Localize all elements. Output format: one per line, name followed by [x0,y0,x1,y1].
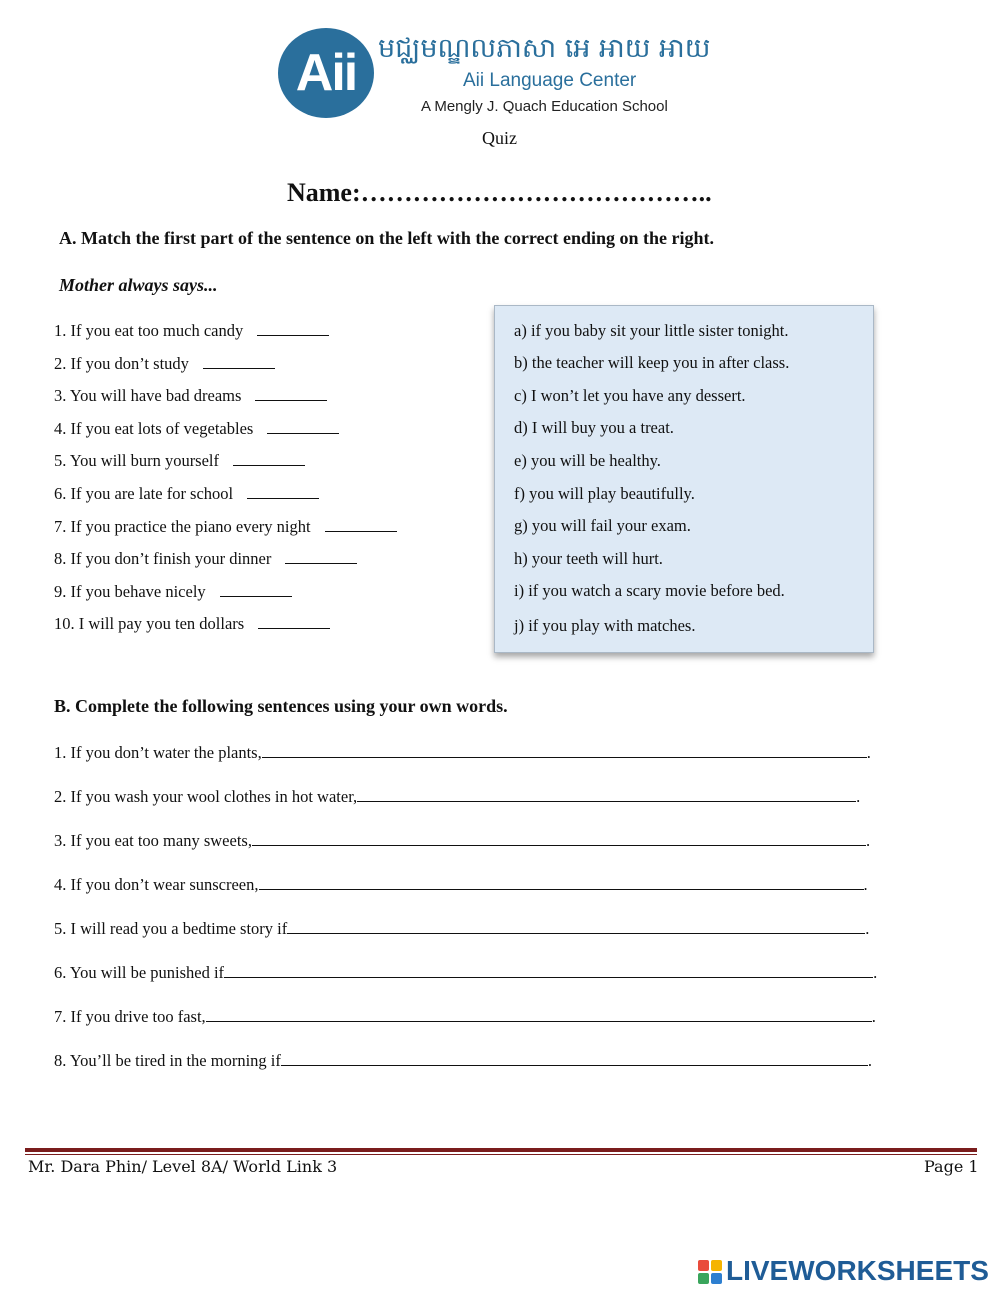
ending-item: h) your teeth will hurt. [514,549,663,568]
completion-item-text: 7. If you drive too fast, [54,1007,206,1026]
completion-item [54,875,868,895]
answer-blank[interactable] [255,386,327,401]
match-item-text: 1. If you eat too much candy [54,321,244,340]
quiz-label: Quiz [482,128,517,148]
end-period: . [865,919,870,938]
match-item-text: 3. You will have bad dreams [54,386,242,405]
ending-item: i) if you watch a scary movie before bed. [514,581,785,600]
completion-blank[interactable] [206,1007,872,1022]
ending-item: g) you will fail your exam. [514,516,691,535]
page-number: Page 1 [924,1157,979,1176]
completion-blank[interactable] [224,963,873,978]
match-item [54,386,327,406]
footer-rule [25,1148,977,1152]
completion-blank[interactable] [357,787,856,802]
match-item-text: 10. I will pay you ten dollars [54,614,245,633]
completion-item-text: 5. I will read you a bedtime story if [54,919,288,938]
match-item [54,484,319,504]
completion-item-text: 1. If you don’t water the plants, [54,743,262,762]
end-period: . [873,963,878,982]
answer-blank[interactable] [233,451,305,466]
completion-item-text: 2. If you wash your wool clothes in hot water, [54,787,358,806]
match-item-text: 8. If you don’t finish your dinner [54,549,272,568]
answer-blank[interactable] [285,549,357,564]
completion-item [54,1051,872,1071]
match-item-text: 6. If you are late for school [54,484,234,503]
ending-item: c) I won’t let you have any dessert. [514,386,746,405]
match-item [54,614,330,634]
completion-blank[interactable] [262,743,867,758]
liveworksheets-icon [698,1260,722,1284]
completion-item-text: 8. You’ll be tired in the morning if [54,1051,281,1070]
answer-blank[interactable] [258,614,330,629]
match-item [54,517,397,537]
completion-blank[interactable] [287,919,865,934]
answer-blank[interactable] [203,354,275,369]
answer-blank[interactable] [267,419,339,434]
ending-item: b) the teacher will keep you in after class. [514,353,790,372]
completion-blank[interactable] [259,875,864,890]
match-item-text: 9. If you behave nicely [54,582,206,601]
footer-credit: Mr. Dara Phin/ Level 8A/ World Link 3 [28,1157,338,1176]
name-field[interactable]: Name:………………………………….. [287,178,712,207]
match-item [54,451,305,471]
answer-blank[interactable] [325,517,397,532]
match-item [54,419,339,439]
end-period: . [863,875,868,894]
match-item [54,549,357,569]
liveworksheets-logo: LIVEWORKSHEETS [726,1255,989,1286]
completion-item [54,831,870,851]
end-period: . [865,831,871,850]
ending-item: a) if you baby sit your little sister tonight. [514,321,789,340]
school-center-name: Aii Language Center [463,70,637,91]
ending-item: d) I will buy you a treat. [514,418,674,437]
match-item-text: 7. If you practice the piano every night [54,517,311,536]
completion-item [54,1007,876,1027]
match-item [54,354,275,374]
end-period: . [866,743,871,762]
completion-item-text: 3. If you eat too many sweets, [54,831,252,850]
completion-item [54,919,869,939]
section-a-title: A. Match the first part of the sentence on the left with the correct ending on the right. [59,228,715,248]
completion-item-text: 6. You will be punished if [54,963,225,982]
completion-item [54,963,877,983]
ending-item: j) if you play with matches. [514,616,696,635]
completion-blank[interactable] [281,1051,868,1066]
match-item [54,582,292,602]
logo-text: Aii [295,44,357,102]
footer-rule-thin [25,1154,977,1155]
match-item-text: 2. If you don’t study [54,354,189,373]
answer-blank[interactable] [220,582,292,597]
ending-item: e) you will be healthy. [514,451,661,470]
answer-blank[interactable] [247,484,319,499]
ending-item: f) you will play beautifully. [514,484,695,503]
answer-blank[interactable] [257,321,329,336]
match-item-text: 5. You will burn yourself [54,451,220,470]
section-b-title: B. Complete the following sentences using your own words. [54,696,508,716]
completion-item [54,787,860,807]
school-tagline: A Mengly J. Quach Education School [421,98,668,115]
section-a-subtitle: Mother always says... [59,275,218,295]
end-period: . [871,1007,876,1026]
match-item-text: 4. If you eat lots of vegetables [54,419,254,438]
completion-item-text: 4. If you don’t wear sunscreen, [54,875,259,894]
completion-item [54,743,871,763]
completion-blank[interactable] [252,831,866,846]
end-period: . [856,787,861,806]
match-item [54,321,329,341]
school-khmer-name: មជ្ឈមណ្ឌលភាសា អេ អាយ អាយ [378,33,711,64]
end-period: . [867,1051,872,1070]
